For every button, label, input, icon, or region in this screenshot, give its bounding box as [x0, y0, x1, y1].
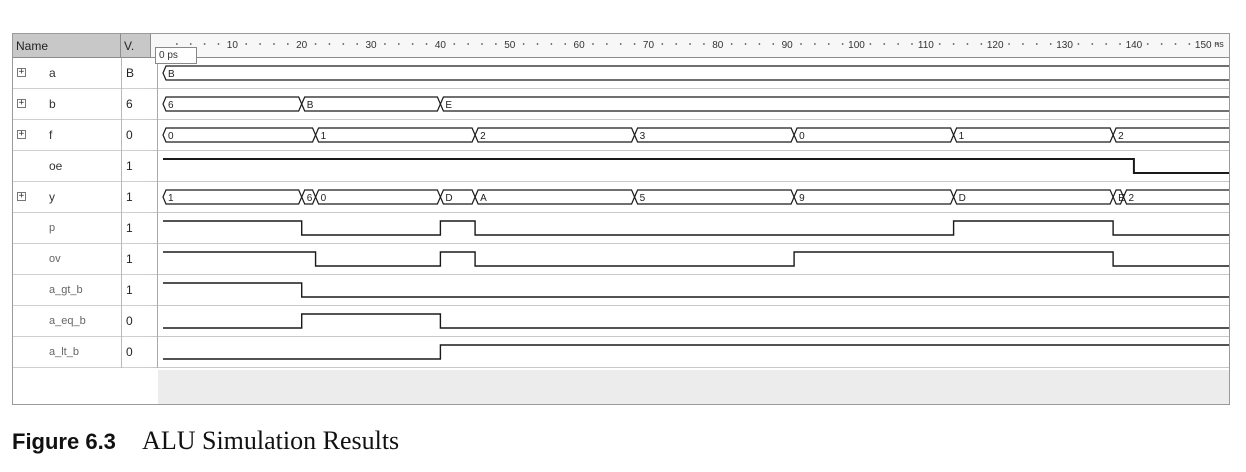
waveform-a-gt-b[interactable] [163, 283, 1230, 297]
signal-row-y[interactable] [13, 182, 151, 213]
bus-segment-label: 6 [168, 100, 174, 111]
bus-segment-label: A [480, 193, 487, 204]
signal-value: 0 [121, 120, 151, 150]
bit-trace [163, 159, 1230, 173]
bus-segment-label: 0 [320, 193, 327, 204]
column-divider [121, 58, 122, 368]
ruler-minor-tick [1036, 43, 1038, 45]
bus-segment [954, 128, 1114, 142]
bus-segment-label: 1 [958, 131, 965, 142]
signal-row-p[interactable] [13, 213, 151, 244]
figure-caption [12, 426, 399, 456]
time-cursor-label[interactable]: 0 ps [155, 47, 197, 64]
ruler-tick-label: 80 [712, 40, 724, 51]
bus-segment [475, 190, 635, 204]
ruler-minor-tick [342, 43, 344, 45]
signal-value: 6 [121, 89, 151, 119]
bus-segment [635, 190, 795, 204]
signal-value: 0 [121, 337, 151, 367]
signal-value: 1 [121, 244, 151, 274]
ruler-minor-tick [315, 43, 317, 45]
bus-segment [163, 190, 302, 204]
signal-value: 1 [121, 275, 151, 305]
signal-row-ov[interactable] [13, 244, 151, 275]
ruler-minor-tick [204, 43, 206, 45]
ruler-minor-tick [190, 43, 192, 45]
signal-row-oe[interactable] [13, 151, 151, 182]
ruler-minor-tick [398, 43, 400, 45]
waveform-a-eq-b[interactable] [163, 314, 1230, 328]
ruler-minor-tick [329, 43, 331, 45]
waveform-area[interactable] [151, 58, 1230, 368]
signal-name: y [49, 190, 55, 204]
ruler-minor-tick [356, 43, 358, 45]
empty-waveform-area [158, 370, 1230, 405]
ruler-minor-tick [550, 43, 552, 45]
bus-segment-label: 0 [168, 131, 174, 142]
bit-trace [163, 252, 1230, 266]
signal-name: a_lt_b [49, 346, 79, 358]
ruler-minor-tick [731, 43, 733, 45]
bus-segment-label: 2 [1128, 193, 1135, 204]
ruler-minor-tick [495, 43, 497, 45]
ruler-tick-label: 140 [1125, 40, 1143, 51]
ruler-minor-tick [467, 43, 469, 45]
ruler-minor-tick [703, 43, 705, 45]
signal-value: 1 [121, 213, 151, 243]
bus-segment [163, 66, 1230, 80]
signal-value: 1 [121, 151, 151, 181]
waveform-p[interactable] [163, 221, 1230, 235]
ruler-minor-tick [1078, 43, 1080, 45]
signal-name: a [49, 66, 56, 80]
ruler-minor-tick [897, 43, 899, 45]
ruler-minor-tick [259, 43, 261, 45]
ruler-tick-label: 20 [296, 40, 308, 51]
bus-segment [1113, 128, 1230, 142]
bus-segment [316, 190, 441, 204]
time-ruler[interactable] [151, 34, 1230, 58]
bus-segment [1124, 190, 1230, 204]
bus-segment-label: 1 [320, 131, 327, 142]
signal-name: a_gt_b [49, 284, 83, 296]
bus-segment-label: 6 [306, 193, 313, 204]
ruler-minor-tick [634, 43, 636, 45]
signal-value: B [121, 58, 151, 88]
figure-label: Figure 6.3 [12, 429, 116, 454]
ruler-minor-tick [800, 43, 802, 45]
ruler-minor-tick [287, 43, 289, 45]
ruler-minor-tick [1091, 43, 1093, 45]
bit-trace [163, 345, 1230, 359]
bus-segment-label: B [168, 69, 175, 80]
bus-segment [163, 97, 302, 111]
ruler-minor-tick [1022, 43, 1024, 45]
expand-icon[interactable]: + [18, 67, 25, 77]
bus-segment [302, 97, 441, 111]
ruler-minor-tick [828, 43, 830, 45]
bus-segment-label: E [445, 100, 453, 111]
signal-name: p [49, 222, 56, 234]
ruler-minor-tick [481, 43, 483, 45]
ruler-minor-tick [745, 43, 747, 45]
bit-trace [163, 314, 1230, 328]
ruler-minor-tick [953, 43, 955, 45]
waveform-ov[interactable] [163, 252, 1230, 266]
bus-segment [440, 97, 1230, 111]
ruler-minor-tick [911, 43, 913, 45]
signal-row-a-gt-b[interactable] [13, 275, 151, 306]
ruler-tick-label: 100 [848, 40, 865, 51]
value-column-header[interactable]: V. [121, 34, 151, 58]
signal-row-a[interactable] [13, 58, 151, 89]
ruler-tick-label: 90 [781, 40, 793, 51]
bus-segment [475, 128, 635, 142]
figure-title: ALU Simulation Results [142, 426, 400, 455]
waveform-oe[interactable] [163, 159, 1230, 173]
bus-segment [794, 190, 954, 204]
signal-row-a-eq-b[interactable] [13, 306, 151, 337]
waveform-a-lt-b[interactable] [163, 345, 1230, 359]
bus-segment-label: 1 [168, 193, 174, 204]
signal-name: oe [49, 159, 63, 173]
signal-value: 0 [121, 306, 151, 336]
ruler-minor-tick [661, 43, 663, 45]
ruler-tick-label: 110 [917, 40, 934, 51]
bus-segment-label: 0 [799, 131, 805, 142]
bus-segment-label: E [1118, 193, 1125, 204]
bit-trace [163, 221, 1230, 235]
ruler-minor-tick [523, 43, 525, 45]
ruler-minor-tick [412, 43, 414, 45]
bit-trace [163, 283, 1230, 297]
signal-row-f[interactable] [13, 120, 151, 151]
waveform-y[interactable] [163, 190, 1230, 204]
ruler-minor-tick [1008, 43, 1010, 45]
ruler-minor-tick [759, 43, 761, 45]
bus-segment-label: 2 [1118, 131, 1124, 142]
ruler-minor-tick [592, 43, 594, 45]
ruler-minor-tick [772, 43, 774, 45]
ruler-minor-tick [537, 43, 539, 45]
ruler-minor-tick [1119, 43, 1121, 45]
ruler-minor-tick [869, 43, 871, 45]
ruler-minor-tick [620, 43, 622, 45]
ruler-minor-tick [1188, 43, 1190, 45]
ruler-minor-tick [883, 43, 885, 45]
expand-icon[interactable]: + [18, 129, 25, 139]
signal-name: a_eq_b [49, 315, 86, 327]
signal-row-a-lt-b[interactable] [13, 337, 151, 368]
signal-name: f [49, 128, 53, 142]
ruler-unit-label: ns [1214, 39, 1224, 49]
ruler-minor-tick [453, 43, 455, 45]
ruler-minor-tick [1175, 43, 1177, 45]
bus-segment-label: B [306, 100, 314, 111]
ruler-minor-tick [675, 43, 677, 45]
ruler-minor-tick [218, 43, 220, 45]
ruler-minor-tick [980, 43, 982, 45]
ruler-tick-label: 10 [226, 40, 238, 51]
bus-segment [316, 128, 476, 142]
ruler-tick-label: 130 [1056, 40, 1073, 51]
ruler-minor-tick [176, 43, 178, 45]
waveform-f[interactable] [163, 128, 1230, 142]
ruler-minor-tick [814, 43, 816, 45]
ruler-minor-tick [1161, 43, 1163, 45]
ruler-minor-tick [842, 43, 844, 45]
ruler-tick-label: 120 [986, 40, 1004, 51]
bus-segment-label: 3 [639, 131, 646, 142]
ruler-minor-tick [1147, 43, 1149, 45]
ruler-tick-label: 60 [573, 40, 585, 51]
ruler-minor-tick [1105, 43, 1107, 45]
ruler-minor-tick [245, 43, 247, 45]
ruler-tick-label: 30 [365, 40, 377, 51]
bus-segment [794, 128, 954, 142]
name-column-header[interactable]: Name [13, 34, 121, 58]
ruler-minor-tick [689, 43, 691, 45]
time-ruler-ticks [151, 34, 1230, 58]
signal-name: ov [49, 253, 61, 265]
ruler-minor-tick [967, 43, 969, 45]
signal-row-b[interactable] [13, 89, 151, 120]
expand-icon[interactable]: + [18, 98, 25, 108]
waveform-viewer [12, 33, 1230, 405]
ruler-minor-tick [606, 43, 608, 45]
bus-segment-label: D [958, 193, 966, 204]
ruler-tick-label: 150 [1194, 40, 1212, 51]
ruler-minor-tick [1050, 43, 1052, 45]
ruler-minor-tick [384, 43, 386, 45]
bus-segment-label: 2 [480, 131, 486, 142]
signal-name: b [49, 97, 56, 111]
ruler-minor-tick [939, 43, 941, 45]
bus-segment [635, 128, 795, 142]
waveform-a[interactable] [163, 66, 1230, 80]
ruler-minor-tick [426, 43, 428, 45]
bus-segment-label: D [445, 193, 453, 204]
ruler-tick-label: 40 [434, 40, 446, 51]
bus-segment-label: 5 [639, 193, 646, 204]
ruler-minor-tick [273, 43, 275, 45]
expand-icon[interactable]: + [18, 191, 25, 201]
ruler-tick-label: 70 [642, 40, 655, 51]
bus-segment [163, 128, 316, 142]
ruler-minor-tick [564, 43, 566, 45]
bus-segment-label: 9 [799, 193, 805, 204]
signal-value: 1 [121, 182, 151, 212]
waveform-b[interactable] [163, 97, 1230, 111]
ruler-tick-label: 50 [504, 40, 516, 51]
bus-segment [954, 190, 1114, 204]
